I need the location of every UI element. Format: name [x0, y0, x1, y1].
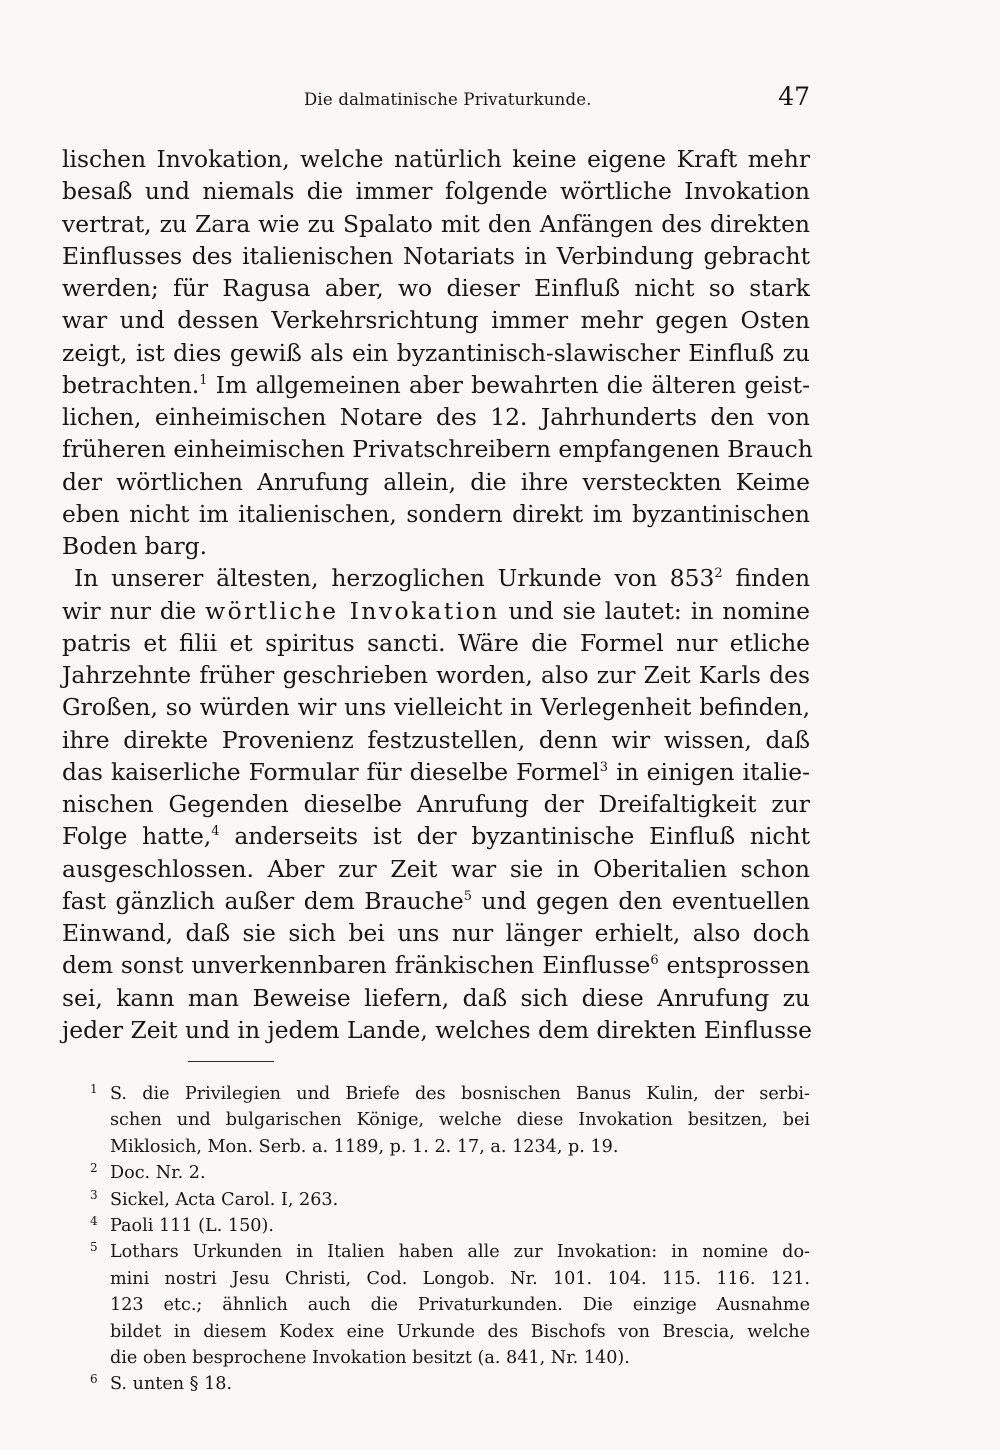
footnote-text: S. die Privilegien und Briefe des bosnischen Banus Kulin, der serbi- — [110, 1084, 810, 1104]
footnote-mark: 2 — [90, 1161, 98, 1176]
footnote-line — [90, 1081, 810, 1107]
footnote-ref: 2 — [714, 566, 723, 582]
footnote-mark: 4 — [90, 1213, 98, 1228]
footnote-text: Doc. Nr. 2. — [110, 1163, 206, 1184]
footnote-line — [90, 1371, 810, 1397]
emphasized-text: wörtliche Invokation — [205, 596, 500, 625]
text-line: Boden barg. — [62, 532, 208, 560]
footnote-mark: 1 — [90, 1082, 98, 1096]
footnote-line — [90, 1160, 810, 1186]
footnote-line: Miklosich, Mon. Serb. a. 1189, p. 1. 2. 17, a. 1234, p. 19. — [110, 1136, 619, 1157]
text-line: Einwand, daß sie sich bei uns nur länger erhielt, also doch — [62, 919, 810, 947]
text-line — [62, 595, 810, 627]
text-line: patris et filii et spiritus sancti. Wäre die Formel nur etliche — [62, 628, 810, 657]
text-line: war und dessen Verkehrsrichtung immer mehr gegen Osten — [62, 306, 810, 335]
footnote-line — [90, 1239, 810, 1265]
text-line: der wörtlichen Anrufung allein, die ihre versteckten Keime — [62, 467, 810, 496]
footnote-text: Sickel, Acta Carol. I, 263. — [110, 1189, 339, 1210]
footnote-line: 123 etc.; ähnlich auch die Privaturkunden. Die einzige Ausnahme — [110, 1295, 810, 1316]
page-header — [62, 82, 810, 118]
text-line: besaß und niemals die immer folgende wörtliche Invokation — [62, 177, 810, 206]
text-line — [62, 562, 810, 594]
text-line: früheren einheimischen Privatschreibern empfangenen Brauch — [62, 435, 813, 464]
footnote-ref: 1 — [199, 372, 208, 388]
text-line — [62, 949, 810, 981]
text-line: jeder Zeit und in jedem Lande, welches dem direkten Einflusse — [62, 1015, 812, 1044]
footnote-line — [90, 1213, 810, 1239]
footnote-line — [90, 1187, 810, 1213]
footnote-mark: 5 — [90, 1240, 98, 1255]
text-span: in einigen italie- — [608, 757, 810, 786]
text-line: ihre direkte Provenienz festzustellen, denn wir wissen, daß — [62, 725, 810, 754]
text-line: zeigt, ist dies gewiß als ein byzantinisch-slawischer Einfluß zu — [62, 338, 810, 367]
text-span: entsprossen — [658, 951, 810, 980]
text-line: Jahrzehnte früher geschrieben worden, also zur Zeit Karls des — [62, 661, 810, 689]
text-line: Einflusses des italienischen Notariats in Verbindung gebracht — [62, 241, 810, 270]
footnote-ref: 3 — [599, 759, 609, 775]
text-span: dem sonst unverkennbaren fränkischen Einflusse — [62, 951, 651, 980]
text-span: das kaiserliche Formular für dieselbe Formel — [62, 757, 600, 786]
footnote-mark: 3 — [90, 1187, 98, 1202]
text-line — [62, 885, 810, 917]
footnote-line: schen und bulgarischen Könige, welche diese Invokation besitzen, bei — [110, 1110, 810, 1131]
text-line: nischen Gegenden dieselbe Anrufung der Dreifaltigkeit zur — [62, 790, 810, 818]
footnote-ref: 4 — [211, 824, 220, 840]
text-line: vertrat, zu Zara wie zu Spalato mit den Anfängen des direkten — [62, 209, 810, 238]
page-number: 47 — [778, 82, 810, 111]
text-span: Im allgemeinen aber bewahrten die älteren geist- — [207, 370, 810, 399]
text-span: und sie lautet: in nomine — [499, 596, 810, 625]
text-span: anderseits ist der byzantinische Einfluß nicht — [219, 822, 810, 851]
footnote-text: Lothars Urkunden in Italien haben alle zur Invokation: in nomine do- — [110, 1242, 810, 1263]
footnote-line: die oben besprochene Invokation besitzt (a. 841, Nr. 140). — [110, 1347, 630, 1368]
running-title: Die dalmatinische Privaturkunde. — [304, 90, 592, 109]
text-span: und gegen den eventuellen — [471, 886, 810, 915]
text-line: werden; für Ragusa aber, wo dieser Einfluß nicht so stark — [62, 274, 810, 302]
footnote-line: mini nostri Jesu Christi, Cod. Longob. Nr. 101. 104. 115. 116. 121. — [110, 1268, 810, 1289]
footnote-text: Paoli 111 (L. 150). — [110, 1215, 274, 1236]
text-line: eben nicht im italienischen, sondern direkt im byzantinischen — [62, 499, 810, 528]
text-span: fast gänzlich außer dem Brauche — [62, 886, 464, 915]
text-span: Folge hatte, — [62, 822, 212, 851]
footnote-ref: 6 — [650, 953, 659, 969]
text-line: lichen, einheimischen Notare des 12. Jahrhunderts den von — [62, 403, 810, 431]
footnote-ref: 5 — [463, 888, 472, 904]
text-line: sei, kann man Beweise liefern, daß sich diese Anrufung zu — [62, 983, 810, 1012]
text-span: finden — [722, 564, 811, 593]
text-span: wir nur die — [62, 596, 206, 625]
text-line — [62, 756, 810, 788]
text-line — [62, 820, 810, 852]
footnote-mark: 6 — [90, 1372, 98, 1387]
footnote-divider — [188, 1061, 274, 1062]
text-span: betrachten. — [62, 370, 200, 399]
text-line: Großen, so würden wir uns vielleicht in Verlegenheit befinden, — [62, 693, 810, 722]
footnote-line: bildet in diesem Kodex eine Urkunde des Bischofs von Brescia, welche — [110, 1321, 810, 1342]
text-line: lischen Invokation, welche natürlich keine eigene Kraft mehr — [62, 145, 810, 173]
text-span: In unserer ältesten, herzoglichen Urkunde von 853 — [74, 564, 715, 593]
text-line: ausgeschlossen. Aber zur Zeit war sie in Oberitalien schon — [62, 854, 810, 883]
footnotes — [90, 1081, 810, 1398]
footnote-text: S. unten § 18. — [110, 1374, 233, 1395]
main-text — [62, 143, 813, 1046]
text-line — [62, 369, 810, 401]
